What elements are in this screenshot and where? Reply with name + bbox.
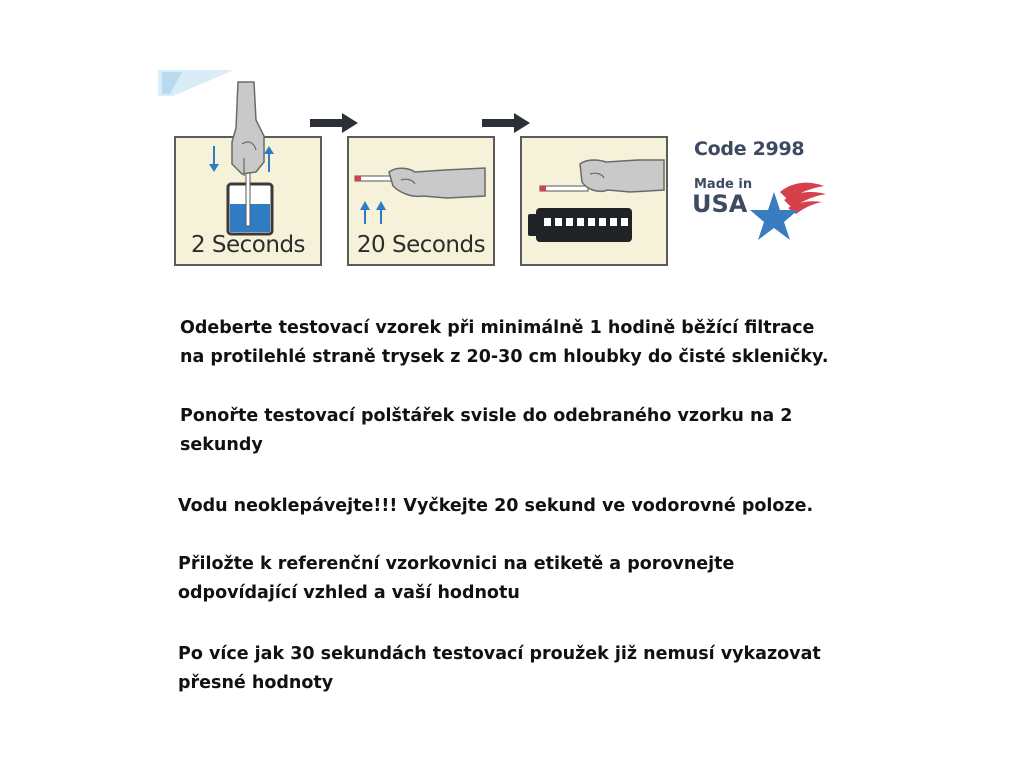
compare-strip-illustration bbox=[522, 138, 666, 264]
made-in-text: Made in bbox=[694, 177, 753, 192]
arrow-right-icon bbox=[482, 112, 532, 134]
instruction-paragraph-5: Po více jak 30 sekundách testovací proužek již nemusí vykazovat přesné hodnoty bbox=[178, 644, 821, 693]
instruction-paragraph-2: Ponořte testovací polštářek svisle do odebraného vzorku na 2 sekundy bbox=[180, 406, 793, 455]
instruction-paragraph-4: Přiložte k referenční vzorkovnici na etiketě a porovnejte odpovídající vzhled a vaší hodnotu bbox=[178, 554, 735, 603]
step-2-label: 20 Seconds bbox=[356, 232, 486, 258]
product-code: Code 2998 bbox=[694, 138, 805, 160]
step-3-panel bbox=[520, 136, 668, 266]
hand-icon bbox=[220, 80, 280, 190]
step-1-label: 2 Seconds bbox=[190, 232, 306, 258]
arrow-right-icon bbox=[310, 112, 360, 134]
instruction-paragraph-3: Vodu neoklepávejte!!! Vyčkejte 20 sekund ve vodorovné poloze. bbox=[178, 496, 814, 516]
instruction-paragraph-1: Odeberte testovací vzorek při minimálně 1 hodině běžící filtrace na protilehlé straně trysek z 20-30 cm hloubky do čisté skleničky. bbox=[180, 318, 829, 367]
step-2-panel bbox=[347, 136, 495, 266]
made-in-usa-logo bbox=[692, 170, 832, 242]
step-1-panel bbox=[174, 136, 322, 266]
usa-text: USA bbox=[692, 190, 748, 218]
